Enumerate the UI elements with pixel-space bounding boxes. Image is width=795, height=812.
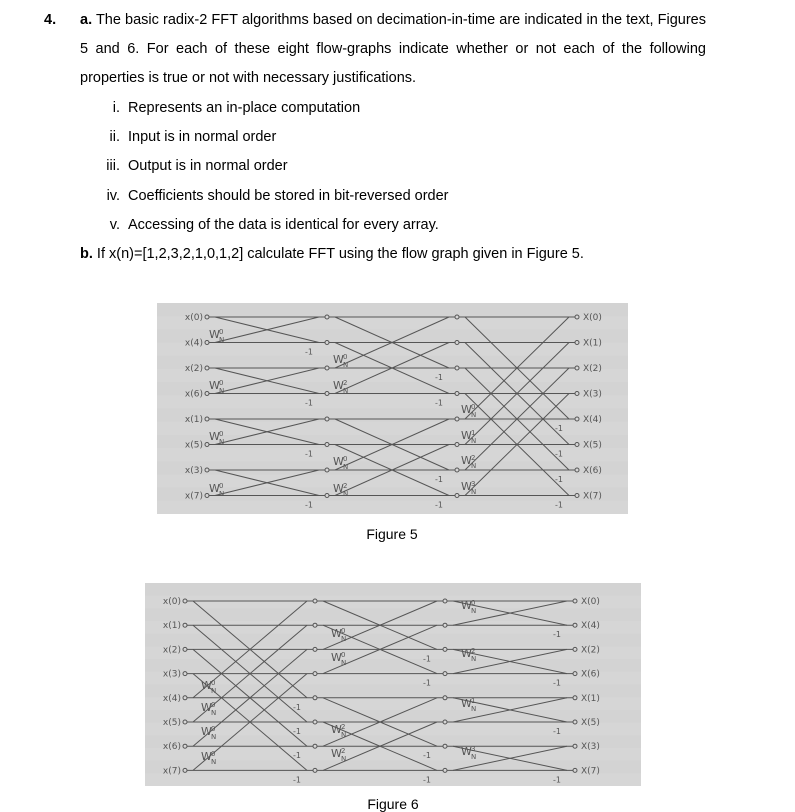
output-label: X(5) <box>581 718 600 728</box>
property-text: Coefficients should be stored in bit-reversed order <box>128 188 449 204</box>
twiddle-subscript: N <box>471 462 477 470</box>
twiddle-exponent: 0 <box>211 679 216 687</box>
graph-node <box>183 768 187 772</box>
minus-one-label: -1 <box>305 398 313 408</box>
twiddle-base: W <box>461 403 472 416</box>
twiddle-base: W <box>461 480 472 493</box>
graph-node <box>205 468 209 472</box>
property-item <box>80 127 276 147</box>
minus-one-label: -1 <box>435 475 443 484</box>
twiddle-exponent: 1 <box>471 429 476 437</box>
graph-node <box>313 720 317 724</box>
twiddle-exponent: 0 <box>343 353 348 361</box>
graph-node <box>325 443 329 447</box>
minus-one-label: -1 <box>423 678 431 688</box>
property-item <box>80 215 439 235</box>
graph-node <box>313 647 317 651</box>
twiddle-subscript: N <box>211 687 217 695</box>
input-label: x(6) <box>184 389 203 400</box>
output-label: X(2) <box>583 364 602 374</box>
twiddle-base: W <box>201 679 212 692</box>
twiddle-exponent: 0 <box>471 599 476 607</box>
graph-node <box>573 672 577 676</box>
twiddle-exponent: 0 <box>211 750 216 758</box>
twiddle-base: W <box>333 482 344 495</box>
property-text: Accessing of the data is identical for every array. <box>128 217 439 233</box>
graph-node <box>183 744 187 748</box>
output-label: X(1) <box>583 338 602 349</box>
output-label: X(0) <box>581 597 600 607</box>
output-label: X(7) <box>583 491 602 502</box>
graph-node <box>325 417 329 421</box>
input-label: x(0) <box>184 313 203 323</box>
minus-one-label: -1 <box>555 475 563 484</box>
twiddle-base: W <box>461 599 472 612</box>
twiddle-subscript: N <box>471 437 477 445</box>
graph-node <box>313 672 317 676</box>
graph-node <box>443 696 447 700</box>
graph-node <box>575 392 579 396</box>
twiddle-exponent: 2 <box>341 723 346 731</box>
twiddle-base: W <box>461 647 472 660</box>
twiddle-exponent: 0 <box>211 725 216 733</box>
graph-node <box>443 720 447 724</box>
input-label: x(0) <box>162 597 181 607</box>
twiddle-subscript: N <box>341 635 347 643</box>
output-label: X(6) <box>581 669 600 680</box>
input-label: x(5) <box>184 440 203 451</box>
graph-node <box>205 392 209 396</box>
twiddle-subscript: N <box>211 709 217 717</box>
output-label: X(1) <box>581 693 600 704</box>
twiddle-exponent: 0 <box>343 455 348 463</box>
graph-node <box>325 366 329 370</box>
twiddle-exponent: 0 <box>211 701 216 709</box>
output-label: X(4) <box>581 621 600 632</box>
graph-node <box>313 623 317 627</box>
graph-node <box>325 468 329 472</box>
output-label: X(3) <box>583 389 602 400</box>
twiddle-exponent: 2 <box>343 379 348 387</box>
graph-node <box>325 392 329 396</box>
twiddle-exponent: 2 <box>471 454 476 462</box>
graph-node <box>443 768 447 772</box>
input-label: x(2) <box>162 645 181 656</box>
scan-band <box>157 461 628 474</box>
graph-node <box>573 744 577 748</box>
twiddle-subscript: N <box>471 655 477 663</box>
twiddle-exponent: 1 <box>471 697 476 705</box>
graph-node <box>575 417 579 421</box>
scan-band <box>157 409 628 422</box>
twiddle-exponent: 0 <box>219 379 224 387</box>
property-number: iii. <box>106 158 120 174</box>
twiddle-subscript: N <box>471 488 477 496</box>
scan-band <box>145 761 641 777</box>
twiddle-base: W <box>201 750 212 763</box>
property-item <box>80 186 449 206</box>
input-label: x(6) <box>162 742 181 753</box>
graph-node <box>313 696 317 700</box>
twiddle-base: W <box>209 379 220 392</box>
input-label: x(3) <box>162 669 181 680</box>
graph-node <box>443 672 447 676</box>
input-label: x(1) <box>162 621 181 632</box>
minus-one-label: -1 <box>553 775 561 785</box>
graph-node <box>443 623 447 627</box>
graph-node <box>205 443 209 447</box>
property-item <box>80 98 360 118</box>
twiddle-base: W <box>333 455 344 468</box>
graph-node <box>573 696 577 700</box>
twiddle-base: W <box>331 651 342 664</box>
graph-node <box>205 341 209 345</box>
twiddle-base: W <box>209 430 220 443</box>
twiddle-subscript: N <box>343 387 349 395</box>
graph-node <box>575 366 579 370</box>
input-label: x(3) <box>184 466 203 476</box>
scan-band <box>145 583 641 596</box>
twiddle-exponent: 3 <box>471 480 476 488</box>
output-label: X(2) <box>581 645 600 656</box>
minus-one-label: -1 <box>435 500 443 510</box>
twiddle-subscript: N <box>471 411 477 419</box>
property-text: Represents an in-place computation <box>128 100 361 116</box>
property-number: ii. <box>109 129 120 145</box>
property-number: i. <box>112 100 120 116</box>
figure-5-flow-graph <box>157 303 628 514</box>
minus-one-label: -1 <box>423 775 431 785</box>
twiddle-base: W <box>201 701 212 714</box>
graph-node <box>183 599 187 603</box>
property-item <box>80 156 288 176</box>
graph-node <box>205 366 209 370</box>
graph-node <box>183 696 187 700</box>
input-label: x(7) <box>184 491 203 502</box>
twiddle-base: W <box>331 723 342 736</box>
property-text: Input is in normal order <box>128 129 277 145</box>
graph-node <box>325 315 329 319</box>
graph-node <box>443 599 447 603</box>
twiddle-subscript: N <box>341 731 347 739</box>
scan-band <box>157 329 628 342</box>
minus-one-label: -1 <box>293 775 301 785</box>
minus-one-label: -1 <box>435 398 443 408</box>
twiddle-base: W <box>209 328 220 341</box>
graph-node <box>575 443 579 447</box>
output-label: X(7) <box>581 766 600 777</box>
graph-node <box>325 341 329 345</box>
graph-node <box>443 744 447 748</box>
part-b-paragraph <box>80 244 584 264</box>
graph-node <box>573 720 577 724</box>
property-number: v. <box>109 217 120 233</box>
twiddle-exponent: 2 <box>341 747 346 755</box>
twiddle-subscript: N <box>219 438 225 446</box>
twiddle-exponent: 2 <box>343 482 348 490</box>
graph-node <box>313 744 317 748</box>
graph-node <box>573 768 577 772</box>
graph-node <box>575 468 579 472</box>
input-label: x(7) <box>162 766 181 777</box>
graph-node <box>325 494 329 498</box>
twiddle-subscript: N <box>211 758 217 766</box>
graph-node <box>575 315 579 319</box>
minus-one-label: -1 <box>555 424 563 433</box>
graph-node <box>205 315 209 319</box>
graph-node <box>205 417 209 421</box>
twiddle-base: W <box>461 454 472 467</box>
minus-one-label: -1 <box>293 751 301 761</box>
twiddle-subscript: N <box>219 336 225 344</box>
graph-node <box>313 768 317 772</box>
part-a-label: a. <box>80 12 93 28</box>
part-b-label: b. <box>80 246 93 262</box>
graph-node <box>573 599 577 603</box>
minus-one-label: -1 <box>293 727 301 736</box>
twiddle-exponent: 3 <box>471 745 476 753</box>
minus-one-label: -1 <box>423 654 431 664</box>
figure-6-flow-graph <box>145 583 641 786</box>
part-b-text: If x(n)=[1,2,3,2,1,0,1,2] calculate FFT using the flow graph given in Figure 5. <box>96 246 584 262</box>
twiddle-base: W <box>461 745 472 758</box>
twiddle-base: W <box>333 353 344 366</box>
scan-band <box>145 634 641 647</box>
twiddle-base: W <box>461 697 472 710</box>
graph-node <box>455 417 459 421</box>
output-label: X(3) <box>581 742 600 753</box>
minus-one-label: -1 <box>305 347 313 357</box>
output-label: X(5) <box>583 440 602 451</box>
minus-one-label: -1 <box>553 727 561 736</box>
input-label: x(4) <box>162 693 181 704</box>
scan-band <box>145 685 641 698</box>
input-label: x(2) <box>184 364 203 374</box>
figure-5-caption: Figure 5 <box>366 526 418 542</box>
graph-node <box>183 647 187 651</box>
minus-one-label: -1 <box>553 630 561 640</box>
minus-one-label: -1 <box>293 702 301 712</box>
twiddle-base: W <box>201 725 212 738</box>
minus-one-label: -1 <box>305 500 313 510</box>
minus-one-label: -1 <box>553 678 561 688</box>
part-a-paragraph <box>80 6 706 93</box>
figure-6-caption: Figure 6 <box>367 796 419 812</box>
graph-node <box>575 341 579 345</box>
question-number: 4. <box>44 12 57 28</box>
minus-one-label: -1 <box>555 500 563 510</box>
graph-node <box>455 366 459 370</box>
input-label: x(1) <box>184 415 203 425</box>
graph-node <box>455 494 459 498</box>
twiddle-subscript: N <box>341 755 347 763</box>
graph-node <box>455 315 459 319</box>
twiddle-base: W <box>461 429 472 442</box>
graph-node <box>455 443 459 447</box>
scan-band <box>157 488 628 501</box>
minus-one-label: -1 <box>305 449 313 459</box>
twiddle-base: W <box>331 747 342 760</box>
graph-node <box>183 672 187 676</box>
twiddle-subscript: N <box>471 607 477 615</box>
graph-node <box>443 647 447 651</box>
graph-node <box>313 599 317 603</box>
twiddle-exponent: 0 <box>341 651 346 659</box>
figure-6-svg <box>145 583 641 786</box>
twiddle-exponent: 2 <box>471 647 476 655</box>
twiddle-subscript: N <box>211 733 217 741</box>
graph-node <box>573 623 577 627</box>
twiddle-exponent: 0 <box>219 482 224 490</box>
part-a-text: The basic radix-2 FFT algorithms based on decimation-in-time are indicated in the text, Figures 5 and 6. For each of these eight flow-graphs indicate whether or not each of the following properties is true or not with necessary justifications. <box>80 12 706 86</box>
minus-one-label: -1 <box>423 751 431 761</box>
graph-node <box>455 341 459 345</box>
scan-band <box>157 356 628 369</box>
graph-node <box>575 494 579 498</box>
graph-node <box>183 623 187 627</box>
twiddle-subscript: N <box>471 753 477 761</box>
output-label: X(0) <box>583 313 602 323</box>
twiddle-subscript: N <box>343 361 349 369</box>
graph-node <box>183 720 187 724</box>
figure-5-svg <box>157 303 628 514</box>
twiddle-subscript: N <box>343 463 349 471</box>
scan-band <box>145 659 641 672</box>
twiddle-base: W <box>209 482 220 495</box>
input-label: x(5) <box>162 718 181 728</box>
minus-one-label: -1 <box>555 449 563 459</box>
graph-node <box>573 647 577 651</box>
twiddle-base: W <box>331 627 342 640</box>
twiddle-exponent: 0 <box>341 627 346 635</box>
graph-node <box>455 468 459 472</box>
twiddle-subscript: N <box>219 490 225 498</box>
graph-node <box>455 392 459 396</box>
input-label: x(4) <box>184 338 203 349</box>
twiddle-subscript: N <box>471 705 477 713</box>
twiddle-subscript: N <box>341 659 347 667</box>
minus-one-label: -1 <box>435 373 443 382</box>
twiddle-exponent: 0 <box>471 403 476 411</box>
output-label: X(6) <box>583 466 602 476</box>
output-label: X(4) <box>583 415 602 425</box>
property-text: Output is in normal order <box>128 158 288 174</box>
twiddle-exponent: 0 <box>219 430 224 438</box>
twiddle-base: W <box>333 379 344 392</box>
twiddle-subscript: N <box>219 387 225 395</box>
property-number: iv. <box>106 188 120 204</box>
twiddle-exponent: 0 <box>219 328 224 336</box>
twiddle-subscript: N <box>343 490 349 498</box>
scan-band <box>157 303 628 316</box>
